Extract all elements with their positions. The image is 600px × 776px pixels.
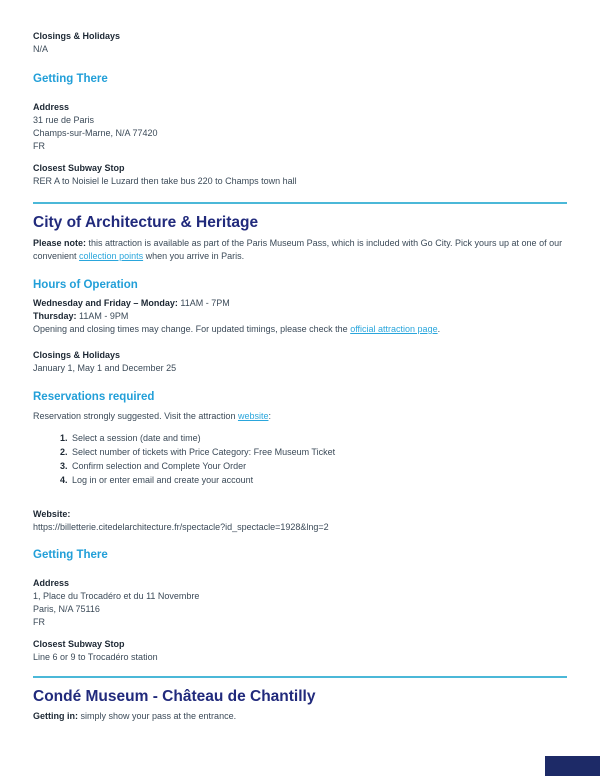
section-city-of-architecture [33,213,567,664]
please-note-prefix: Please note: [33,238,87,248]
website-url: https://billetterie.citedelarchitecture.fr/spectacle?id_spectacle=1928&lng=2 [33,522,329,532]
section-divider [33,202,567,204]
subway-stop-label: Closest Subway Stop [33,163,125,173]
section-conde-museum [33,687,567,723]
hours-note-suffix: . [437,324,441,334]
hours-row [33,310,567,323]
reservations-paragraph [33,410,567,423]
hours-row [33,297,567,310]
hours-time-value: 11AM - 9PM [76,311,129,321]
collection-points-link[interactable]: collection points [79,251,144,261]
getting-in-text: simply show your pass at the entrance. [78,711,237,721]
subway-block [33,638,567,664]
reservations-text: Reservation strongly suggested. Visit the attraction [33,411,238,421]
page-corner-brand-block [545,756,600,776]
address-line: 31 rue de Paris [33,115,95,125]
getting-in-prefix: Getting in: [33,711,78,721]
please-note-text-1: this attraction is available as part of the Paris Museum Pass, which is included with Go City. Pick yours up at one of our convenient [33,238,563,261]
please-note-paragraph [33,237,567,263]
closings-holidays-label: Closings & Holidays [33,31,121,41]
getting-there-heading: Getting There [33,73,108,85]
website-label: Website: [33,509,71,519]
reservation-step: 3. Confirm selection and Complete Your Order [70,460,567,473]
address-line: FR [33,141,45,151]
subway-stop-value: Line 6 or 9 to Trocadéro station [33,652,158,662]
reservation-step: 2. Select number of tickets with Price Category: Free Museum Ticket [70,446,567,459]
reservations-required-heading: Reservations required [33,391,155,403]
reservations-suffix: : [268,411,271,421]
hours-note [33,323,567,336]
subway-block [33,162,567,188]
address-label: Address [33,578,70,588]
reservation-step: 4. Log in or enter email and create your account [70,474,567,487]
hours-day-label: Wednesday and Friday – Monday: [33,298,178,308]
address-block [33,101,567,153]
address-line: Champs-sur-Marne, N/A 77420 [33,128,158,138]
subway-stop-value: RER A to Noisiel le Luzard then take bus 220 to Champs town hall [33,176,297,186]
hours-block [33,297,567,336]
getting-in-paragraph [33,710,567,723]
subway-stop-label: Closest Subway Stop [33,639,125,649]
hours-day-label: Thursday: [33,311,77,321]
attraction-title: Condé Museum - Château de Chantilly [33,688,316,705]
address-line: 1, Place du Trocadéro et du 11 Novembre [33,591,200,601]
address-line: FR [33,617,45,627]
address-line: Paris, N/A 75116 [33,604,100,614]
hours-of-operation-heading: Hours of Operation [33,279,138,291]
hours-time-value: 11AM - 7PM [177,298,230,308]
section-previous-attraction [33,30,567,188]
closings-holidays-value: January 1, May 1 and December 25 [33,363,177,373]
getting-there-heading: Getting There [33,549,108,561]
website-link[interactable]: website [237,411,269,421]
section-divider [33,676,567,678]
address-block [33,577,567,629]
address-label: Address [33,102,70,112]
reservation-steps-list [33,432,567,487]
closings-holidays-label: Closings & Holidays [33,350,121,360]
reservation-step: 1. Select a session (date and time) [70,432,567,445]
hours-note-text: Opening and closing times may change. For updated timings, please check the [33,324,351,334]
official-attraction-page-link[interactable]: official attraction page [350,324,438,334]
closings-block [33,349,567,375]
website-block [33,508,567,534]
please-note-text-2: when you arrive in Paris. [143,251,245,261]
attraction-title: City of Architecture & Heritage [33,214,259,231]
closings-holidays-value: N/A [33,44,49,54]
